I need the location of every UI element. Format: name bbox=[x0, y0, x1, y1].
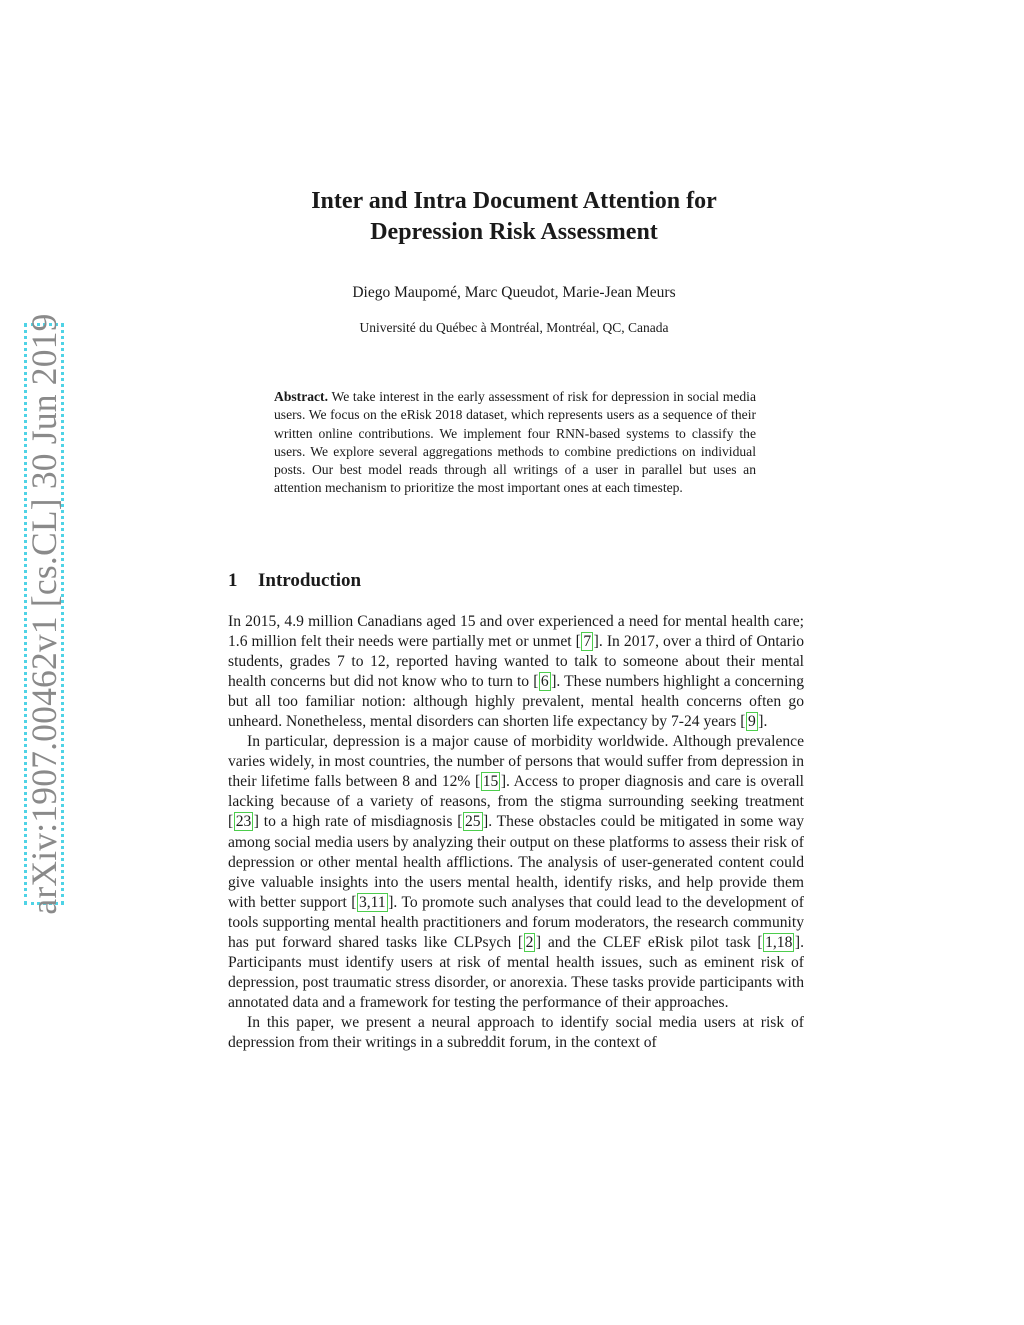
text-run: In particular, depression is a major cause of morbidity worldwide. Although prevalence varies widely, in most countries, the number of persons that would suffer from depression in their lifetime falls between 8 and 12% bbox=[228, 733, 804, 791]
abstract bbox=[274, 388, 756, 498]
text-run: In 2015, 4.9 million Canadians aged 15 and over experienced a need for mental health care; 1.6 million felt their needs were partially met or unmet bbox=[228, 613, 804, 651]
citation-link[interactable]: 6 bbox=[540, 673, 549, 691]
citation-link[interactable]: 7 bbox=[583, 633, 592, 651]
citation-link[interactable]: 9 bbox=[747, 713, 756, 731]
section-title: Introduction bbox=[258, 570, 362, 591]
text-run: . Access to proper diagnosis and care is overall lacking because of a variety of reasons, from the stigma surrounding seeking treatment bbox=[228, 773, 804, 811]
text-run: . These obstacles could be mitigated in some way among social media users by analyzing their output on these platforms to assess their risk of depression or other mental health afflictions. The analysis of user-generated content could give valuable insights into the users mental health, identify risks, and help provide them with better support bbox=[228, 813, 804, 911]
body-text bbox=[228, 612, 804, 1053]
section-number: 1 bbox=[228, 570, 238, 591]
citation-link[interactable]: 1,18 bbox=[765, 933, 793, 951]
text-run: . Participants must identify users at risk of mental health issues, such as eminent risk of depression, post traumatic stress disorder, or anorexia. These tasks provide participants with annotated data and a framework for testing the performance of their approaches. bbox=[228, 933, 804, 1011]
paper-title bbox=[200, 186, 828, 248]
abstract-label: Abstract. bbox=[274, 389, 328, 404]
text-run: . These numbers highlight a concerning but all too familiar notion: although highly prevalent, mental health concerns often go unheard. Nonetheless, mental disorders can shorten life expectancy by 7-24 years bbox=[228, 673, 804, 731]
citation-link[interactable]: 25 bbox=[464, 813, 481, 831]
citation-link[interactable]: 2 bbox=[525, 933, 534, 951]
text-run: . bbox=[763, 713, 768, 731]
citation-link[interactable]: 3,11 bbox=[358, 893, 386, 911]
text-run: In this paper, we present a neural approach to identify social media users at risk of depression from their writings in a subreddit forum, in the context of bbox=[228, 1013, 804, 1051]
abstract-text: We take interest in the early assessment of risk for depression in social media users. We focus on the eRisk 2018 dataset, which represents users as a sequence of their written online contributions. We implement four RNN-based systems to classify the users. We explore several aggregations methods to combine predictions on individual posts. Our best model reads through all writings of a user in parallel but uses an attention mechanism to prioritize the most important ones at each timestep. bbox=[274, 389, 756, 496]
paragraph-3 bbox=[228, 1013, 804, 1053]
paragraph-2: In particular, depression is a major cause of morbidity worldwide. Although prevalence varies widely, in most countries, the number of persons that would suffer from depression in their lifetime falls between 8 and 12% [ 15 ]. Access to proper diagnosis and care is overall lacking because of a variety of reasons, from the stigma surrounding seeking treatment [ 23 ] to a high rate of misdiagnosis [ 25 ]. These obstacles could be mitigated in some way among social media users by analyzing their output on these platforms to assess their risk of depression or other mental health afflictions. The analysis of user-generated content could give valuable insights into the users mental health, identify risks, and help provide them with better support [ 3,11 ]. To promote such analyses that could lead to the development of tools supporting mental health practitioners and forum moderators, the research community has put forward shared tasks like CLPsych [ 2 ] and the CLEF eRisk pilot task [ 1,18 ]. Participants must identify users at risk of mental health issues, such as eminent risk of depression, post traumatic stress disorder, or anorexia. These tasks provide participants with annotated data and a framework for testing the performance of their approaches. bbox=[228, 733, 804, 1011]
text-run: . In 2017, over a third of Ontario students, grades 7 to 12, reported having wanted to talk to someone about their mental health concerns but did not know who to turn to bbox=[228, 633, 805, 691]
affiliation: Université du Québec à Montréal, Montréal, QC, Canada bbox=[359, 320, 669, 335]
title-line-2: Depression Risk Assessment bbox=[370, 219, 658, 245]
authors: Diego Maupomé, Marc Queudot, Marie-Jean Meurs bbox=[352, 284, 676, 301]
text-run: to a high rate of misdiagnosis bbox=[259, 813, 458, 831]
text-run: . To promote such analyses that could lead to the development of tools supporting mental health practitioners and forum moderators, the research community has put forward shared tasks like CLPsych bbox=[228, 893, 804, 951]
section-heading bbox=[228, 570, 361, 592]
citation-link[interactable]: 15 bbox=[482, 773, 499, 791]
paragraph-1: In 2015, 4.9 million Canadians aged 15 and over experienced a need for mental health care; 1.6 million felt their needs were partially met or unmet [ 7 ]. In 2017, over a third of Ontario students, grades 7 to 12, reported having wanted to talk to someone about their mental health concerns but did not know who to turn to [ 6 ]. These numbers highlight a concerning but all too familiar notion: although highly prevalent, mental health concerns often go unheard. Nonetheless, mental disorders can shorten life expectancy by 7-24 years [ 9 ]. bbox=[228, 613, 805, 731]
text-run: and the CLEF eRisk pilot task bbox=[541, 933, 758, 951]
arxiv-stamp[interactable]: arXiv:1907.00462v1 [cs.CL] 30 Jun 2019 bbox=[24, 313, 64, 915]
citation-link[interactable]: 23 bbox=[235, 813, 252, 831]
title-line-1: Inter and Intra Document Attention for bbox=[311, 188, 717, 214]
